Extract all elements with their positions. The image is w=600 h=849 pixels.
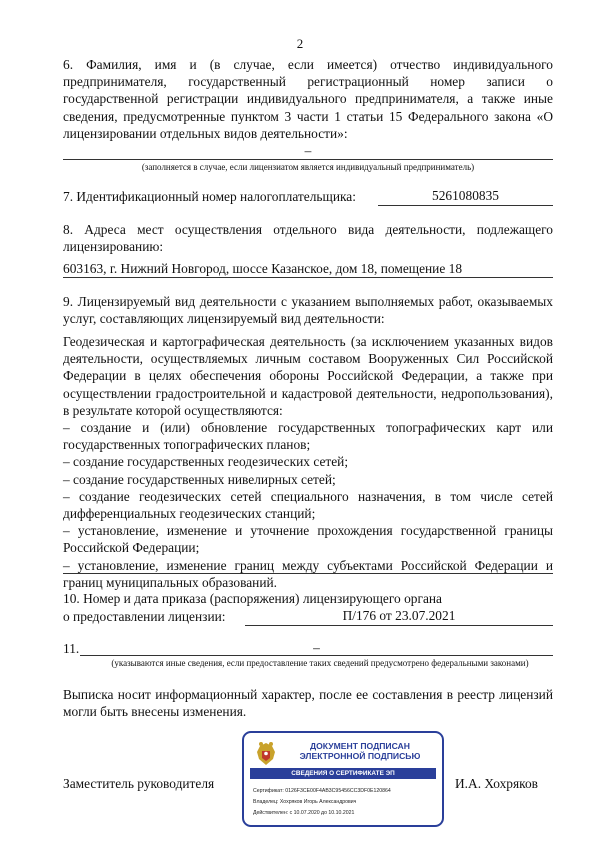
section-6-underline: [63, 159, 553, 160]
stamp-certificate: Сертификат: 0126F3CE00F4AB3C95456CC3DF0E120864: [253, 788, 391, 794]
section-10-underline: [245, 625, 553, 626]
section-8-label: 8. Адреса мест осуществления отдельного вида деятельности, подлежащего лицензированию:: [63, 222, 553, 255]
section-7-value: 5261080835: [432, 188, 499, 203]
section-6-hint: (заполняется в случае, если лицензиатом является индивидуальный предприниматель): [141, 162, 475, 172]
section-9-intro: Геодезическая и картографическая деятельность (за исключением указанных видов деятельности, осуществляемых личным составом Вооруженных Сил Российской Федерации в целях обеспечения обороны Российской Федерации, а также при осуществлении градостроительной и кадастровой деятельности, недропользования), в результате которой осуществляются:: [63, 334, 553, 418]
section-9-item: – создание и (или) обновление государственных топографических карт или государственных топографических планов;: [63, 420, 553, 453]
section-6: [63, 56, 553, 142]
section-11-underline: [80, 655, 553, 656]
section-10-value: П/176 от 23.07.2021: [342, 608, 456, 623]
section-11-hint: (указываются иные сведения, если предоставление таких сведений предусмотрено федеральными законами): [111, 658, 529, 668]
stamp-title-line-2: ЭЛЕКТРОННОЙ ПОДПИСЬЮ: [299, 751, 421, 761]
stamp-certificate-header: СВЕДЕНИЯ О СЕРТИФИКАТЕ ЭП: [250, 768, 436, 779]
section-9-label: 9. Лицензируемый вид деятельности с указанием выполняемых работ, оказываемых услуг, составляющих лицензируемый вид деятельности:: [63, 294, 553, 327]
section-8-value: 603163, г. Нижний Новгород, шоссе Казанское, дом 18, помещение 18: [63, 261, 463, 276]
section-7-label: 7. Идентификационный номер налогоплательщика:: [63, 189, 356, 204]
section-11-label: 11.: [63, 641, 80, 656]
stamp-owner: Владелец: Хохряков Игорь Александрович: [253, 799, 357, 805]
stamp-title-line-1: ДОКУМЕНТ ПОДПИСАН: [310, 741, 410, 751]
coat-of-arms-icon: [252, 739, 280, 769]
section-8-underline: [63, 277, 553, 278]
section-7-underline: [378, 205, 553, 206]
section-9-body: [63, 333, 553, 591]
signer-position: Заместитель руководителя: [63, 776, 215, 791]
section-11-value: –: [313, 640, 320, 655]
section-9-item: – создание государственных геодезических сетей;: [63, 454, 349, 470]
section-9-item: – создание государственных нивелирных сетей;: [63, 471, 336, 487]
page-number: 2: [296, 36, 304, 51]
section-9-item: – установление, изменение границ между субъектами Российской Федерации и границ муниципальных образований.: [63, 557, 553, 590]
section-9-item: – установление, изменение и уточнение прохождения государственной границы Российской Федерации;: [63, 523, 553, 556]
signer-name: И.А. Хохряков: [455, 776, 538, 791]
stamp-title: [282, 741, 438, 761]
section-10-label-2: о предоставлении лицензии:: [63, 609, 226, 624]
stamp-validity: Действителен: с 10.07.2020 до 10.10.2021: [253, 810, 355, 816]
section-6-text: 6. Фамилия, имя и (в случае, если имеется) отчество индивидуального предпринимателя, государственный регистрационный номер записи о государственной регистрации индивидуального предпринимателя, а также иные сведения, предусмотренные пунктом 3 части 1 статьи 15 Федерального закона «О лицензировании отдельных видов деятельности»:: [63, 57, 553, 141]
electronic-signature-stamp: [242, 731, 444, 827]
section-9-item: – создание геодезических сетей специального назначения, в том числе сетей дифференциальных геодезических станций;: [63, 488, 553, 522]
section-6-value: –: [304, 143, 312, 158]
section-9-underline: [63, 573, 553, 574]
section-10-label-1: 10. Номер и дата приказа (распоряжения) лицензирующего органа: [63, 591, 443, 606]
notice-text: Выписка носит информационный характер, после ее составления в реестр лицензий могли быть внесены изменения.: [63, 687, 553, 720]
